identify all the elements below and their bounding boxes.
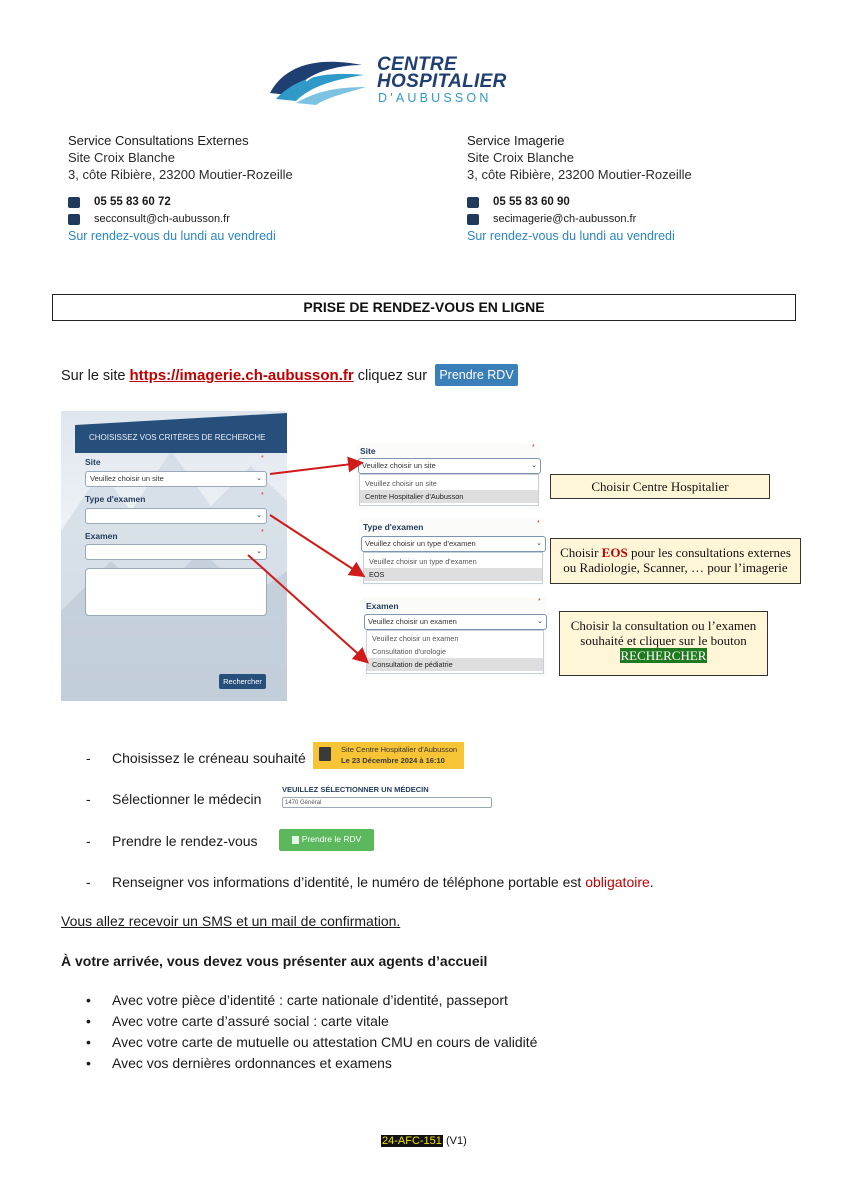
- logo-line-3: D'AUBUSSON: [378, 91, 492, 105]
- type-panel-label: Type d'examen: [363, 522, 424, 532]
- step-text-required: obligatoire: [585, 874, 650, 890]
- chevron-down-icon: ⌄: [256, 512, 262, 519]
- contact-imagerie: [467, 132, 807, 245]
- contact-email[interactable]: secconsult@ch-aubusson.fr: [94, 213, 230, 225]
- required-mark: *: [537, 520, 540, 527]
- email-icon: [68, 214, 80, 225]
- slot-widget[interactable]: [313, 742, 464, 769]
- exam-panel-selected: Veuillez choisir un examen: [368, 617, 457, 626]
- exam-option[interactable]: Veuillez choisir un examen: [372, 634, 459, 643]
- chevron-down-icon: ⌄: [531, 462, 537, 469]
- document-code: 24-AFC-151: [382, 1135, 442, 1147]
- note-type-c: pour les consultations externes: [627, 545, 791, 560]
- phone-icon: [467, 197, 479, 208]
- slot-line1: Site Centre Hospitalier d'Aubusson: [341, 745, 458, 754]
- site-panel-select[interactable]: [358, 458, 541, 474]
- note-type-d: ou Radiologie, Scanner, … pour l’imagerie: [563, 560, 788, 575]
- prendre-rdv-button[interactable]: Prendre RDV: [435, 364, 518, 386]
- step-dash: -: [86, 750, 91, 766]
- contact-address: 3, côte Ribière, 23200 Moutier-Rozeille: [68, 167, 293, 182]
- note-site: [550, 474, 770, 499]
- step-text: Prendre le rendez-vous: [112, 833, 258, 849]
- exam-dropdown-panel: [362, 597, 546, 677]
- list-item: • Avec votre pièce d’identité : carte nationale d’identité, passeport: [86, 992, 508, 1008]
- type-dropdown-panel: [359, 519, 544, 585]
- site-option-selected[interactable]: Centre Hospitalier d'Aubusson: [360, 490, 538, 503]
- footer: [381, 1135, 467, 1147]
- logo-line-1: CENTRE: [377, 54, 457, 75]
- exam-panel-select[interactable]: [364, 614, 547, 630]
- intro-before: Sur le site: [61, 368, 130, 384]
- step-doctor: [86, 790, 262, 808]
- contact-site: Site Croix Blanche: [467, 150, 574, 165]
- type-panel-selected: Veuillez choisir un type d'examen: [365, 539, 476, 548]
- intro-line: [61, 367, 427, 385]
- note-exam-rechercher: RECHERCHER: [620, 648, 707, 663]
- exam-select[interactable]: [85, 544, 267, 560]
- site-select-value: Veuillez choisir un site: [90, 474, 164, 483]
- chevron-down-icon: ⌄: [536, 540, 542, 547]
- list-item: • Avec votre carte d’assuré social : carte vitale: [86, 1013, 389, 1029]
- contact-title: Service Imagerie: [467, 133, 565, 148]
- sms-confirmation: Vous allez recevoir un SMS et un mail de confirmation.: [61, 913, 401, 929]
- site-dropdown-panel: [356, 443, 540, 509]
- type-panel-select[interactable]: [361, 536, 546, 552]
- bullet: •: [86, 1034, 91, 1050]
- step-dash: -: [86, 791, 91, 807]
- exam-label: Examen: [85, 531, 118, 541]
- note-type: [550, 538, 801, 584]
- email-icon: [467, 214, 479, 225]
- site-link[interactable]: https://imagerie.ch-aubusson.fr: [129, 367, 354, 384]
- section-banner: PRISE DE RENDEZ-VOUS EN LIGNE: [52, 294, 796, 321]
- arrival-list: [86, 990, 537, 1073]
- calendar-icon: [292, 836, 299, 844]
- chevron-down-icon: ⌄: [537, 618, 543, 625]
- required-mark: *: [261, 529, 264, 536]
- type-select[interactable]: [85, 508, 267, 524]
- note-type-eos: EOS: [601, 545, 628, 560]
- step-book: [86, 832, 258, 850]
- calendar-icon: [319, 747, 331, 761]
- prendre-le-rdv-button[interactable]: [279, 829, 374, 851]
- logo-line-2: HOSPITALIER: [377, 71, 507, 92]
- chevron-down-icon: ⌄: [256, 548, 262, 555]
- exam-panel-label: Examen: [366, 601, 399, 611]
- step-text-end: .: [649, 874, 654, 890]
- step-slot: [86, 749, 306, 767]
- prendre-le-rdv-label: Prendre le RDV: [301, 834, 362, 844]
- slot-line2: Le 23 Décembre 2024 à 16:10: [341, 756, 445, 765]
- doctor-widget: [279, 784, 495, 810]
- bullet: •: [86, 1055, 91, 1071]
- contact-note: Sur rendez-vous du lundi au vendredi: [467, 229, 675, 243]
- site-panel-selected: Veuillez choisir un site: [362, 461, 436, 470]
- note-exam: [559, 611, 768, 676]
- step-text: Sélectionner le médecin: [112, 791, 262, 807]
- contact-phone: 05 55 83 60 90: [493, 196, 570, 208]
- site-panel-label: Site: [360, 446, 376, 456]
- site-option[interactable]: Veuillez choisir un site: [365, 479, 437, 488]
- list-item: • Avec votre carte de mutuelle ou attestation CMU en cours de validité: [86, 1034, 538, 1050]
- contact-title: Service Consultations Externes: [68, 133, 249, 148]
- contact-note: Sur rendez-vous du lundi au vendredi: [68, 229, 276, 243]
- doctor-value: 1470 Général: [285, 800, 322, 806]
- site-panel-options: [359, 474, 539, 506]
- contact-consultations: [68, 132, 408, 245]
- notes-textarea[interactable]: [85, 568, 267, 616]
- site-label: Site: [85, 457, 101, 467]
- contact-email[interactable]: secimagerie@ch-aubusson.fr: [493, 213, 637, 225]
- required-mark: *: [261, 455, 264, 462]
- type-panel-options: [363, 552, 543, 584]
- exam-panel-options: [366, 630, 544, 674]
- note-exam-a: Choisir la consultation ou l’examen: [570, 618, 757, 633]
- note-type-a: Choisir: [560, 545, 602, 560]
- document-version: (V1): [442, 1135, 467, 1147]
- bullet: •: [86, 1013, 91, 1029]
- bullet: •: [86, 992, 91, 1008]
- contact-phone: 05 55 83 60 72: [94, 196, 171, 208]
- phone-icon: [68, 197, 80, 208]
- step-identity: [86, 873, 786, 891]
- type-option-selected[interactable]: EOS: [364, 568, 542, 581]
- chevron-down-icon: ⌄: [256, 475, 262, 482]
- search-form-header: CHOISISSEZ VOS CRITÈRES DE RECHERCHE: [75, 431, 285, 445]
- contact-site: Site Croix Blanche: [68, 150, 175, 165]
- exam-option[interactable]: Consultation d'urologie: [372, 647, 447, 656]
- logo-wave-icon: [266, 55, 368, 105]
- doctor-select[interactable]: [282, 797, 492, 808]
- required-mark: *: [538, 598, 541, 605]
- required-mark: *: [261, 492, 264, 499]
- type-label: Type d'examen: [85, 494, 146, 504]
- required-mark: *: [532, 444, 535, 451]
- step-dash: -: [86, 874, 91, 890]
- step-dash: -: [86, 833, 91, 849]
- doctor-label: VEUILLEZ SÉLECTIONNER UN MÉDECIN: [282, 785, 429, 794]
- step-text: Choisissez le créneau souhaité: [112, 750, 306, 766]
- search-form-screenshot: [61, 411, 287, 701]
- exam-option-selected[interactable]: Consultation de pédiatrie: [367, 658, 543, 671]
- type-option[interactable]: Veuillez choisir un type d'examen: [369, 557, 477, 566]
- list-item: • Avec vos dernières ordonnances et examens: [86, 1055, 392, 1071]
- intro-after: cliquez sur: [353, 368, 428, 384]
- logo: [266, 54, 506, 106]
- arrival-title: À votre arrivée, vous devez vous présenter aux agents d’accueil: [61, 953, 488, 969]
- contact-address: 3, côte Ribière, 23200 Moutier-Rozeille: [467, 167, 692, 182]
- note-exam-b: souhaité et cliquer sur le bouton: [580, 633, 747, 648]
- note-site-text: Choisir Centre Hospitalier: [591, 479, 729, 494]
- site-select[interactable]: [85, 471, 267, 487]
- step-text: Renseigner vos informations d’identité, le numéro de téléphone portable est: [112, 874, 586, 890]
- rechercher-button[interactable]: Rechercher: [219, 674, 266, 689]
